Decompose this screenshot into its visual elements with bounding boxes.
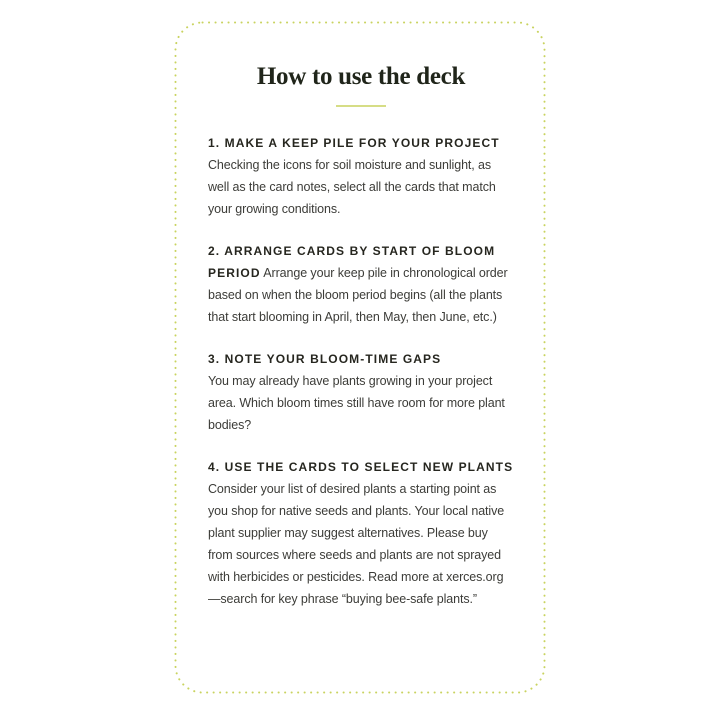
section-2 xyxy=(208,240,514,328)
section-4-heading: 4. USE THE CARDS TO SELECT NEW PLANTS xyxy=(208,460,514,474)
title-divider xyxy=(336,105,386,107)
section-4 xyxy=(208,456,514,610)
instruction-sections xyxy=(208,132,514,610)
section-3 xyxy=(208,348,514,436)
section-3-heading: 3. NOTE YOUR BLOOM-TIME GAPS xyxy=(208,352,442,366)
section-1 xyxy=(208,132,514,220)
page-title: How to use the deck xyxy=(256,63,466,90)
section-2-heading: 2. ARRANGE CARDS BY START OF BLOOM PERIOD xyxy=(208,244,496,280)
section-4-body: Consider your list of desired plants a starting point as you shop for native seeds and plants. Your local native plant supplier may suggest alternatives. Please buy from sources where seeds and plants are not sprayed with herbicides or pesticides. Read more at xerces.org—search for key phrase “buying bee-safe plants.” xyxy=(208,482,505,606)
section-3-body: You may already have plants growing in your project area. Which bloom times still have room for more plant bodies? xyxy=(208,374,505,432)
section-1-body: Checking the icons for soil moisture and sunlight, as well as the card notes, select all the cards that match your growing conditions. xyxy=(208,158,496,216)
instruction-card xyxy=(174,21,546,694)
card-content xyxy=(174,21,546,610)
section-1-heading: 1. MAKE A KEEP PILE FOR YOUR PROJECT xyxy=(208,136,500,150)
section-2-body: Arrange your keep pile in chronological order based on when the bloom period begins (all the plants that start blooming in April, then May, then June, etc.) xyxy=(208,266,508,324)
